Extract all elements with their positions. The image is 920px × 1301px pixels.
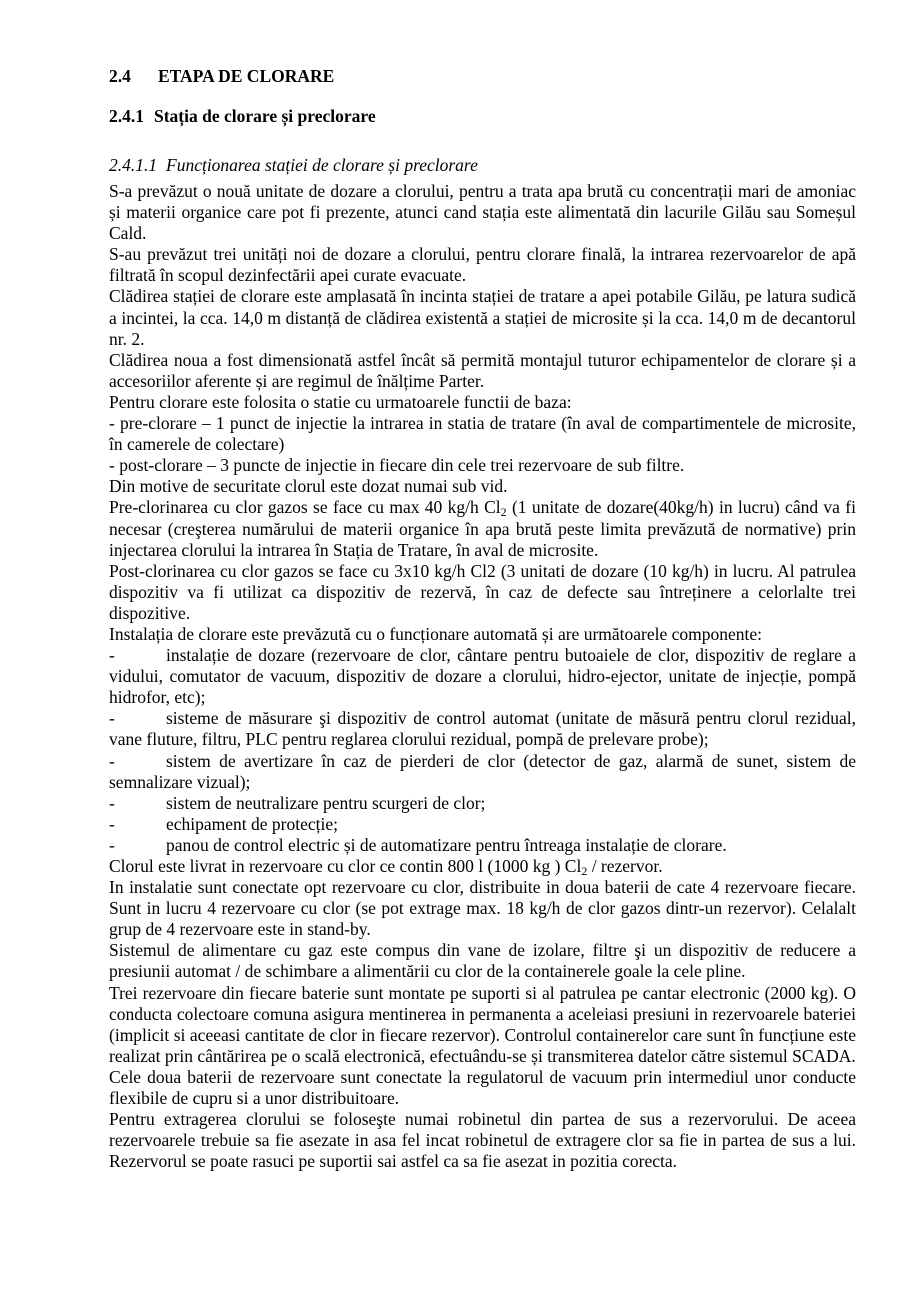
subsection-number: 2.4.1 (109, 106, 144, 126)
subscript: 2 (581, 863, 588, 878)
list-item-text: sistem de avertizare în caz de pierderi de clor (detector de gaz, alarmă de sunet, sistem de semnalizare vizual); (109, 750, 856, 792)
list-marker: - (109, 813, 115, 834)
list-marker: - (109, 645, 115, 666)
list-item (109, 835, 856, 856)
paragraph (109, 497, 856, 560)
paragraph: Pentru extragerea clorului se foloseşte numai robinetul din partea de sus a rezervorului. De aceea rezervoarele trebuie sa fie asezate in asa fel incat robinetul de extragere clor sa fie in partea de sus a lui. Rezervorul se poate rasuci pe suportii sai astfel ca sa fie asezat in pozitia corecta. (109, 1109, 856, 1172)
paragraph: Clădirea stației de clorare este amplasată în incinta stației de tratare a apei potabile Gilău, pe latura sudică a incintei, la cca. 14,0 m distanță de clădirea existentă a stației de microsite și la cca. 14,0 m de decantorul nr. 2. (109, 286, 856, 349)
subsection-heading (109, 106, 376, 127)
list-item-text: instalație de dozare (rezervoare de clor, cântare pentru butoaiele de clor, dispozitiv de reglare a vidului, comutator de vacuum, dispozitiv de dozare a clorului, hidro-ejector, unitate de injecție, pompă hidrofor, etc); (109, 645, 856, 708)
list-item (109, 645, 856, 708)
list-item-text: sisteme de măsurare şi dispozitiv de control automat (unitate de măsură pentru clorul rezidual, vane fluture, filtru, PLC pentru reglarea clorului rezidual, pompă de prelevare probe); (109, 708, 856, 750)
text-run: Pre-clorinarea cu clor gazos se face cu max 40 kg/h Cl (109, 497, 501, 518)
subsubsection-heading (109, 155, 478, 176)
text-run: / rezervor. (587, 856, 663, 876)
list-marker: - (109, 792, 115, 813)
paragraph: Trei rezervoare din fiecare baterie sunt montate pe suporti si al patrulea pe cantar electronic (2000 kg). O conducta colectoare comuna asigura mentinerea in permanenta a aceleiasi presiuni in rezervoarele bateriei (implicit si aceeasi cantitate de clor in fiecare rezervor). Controlul containerelor care sunt în funcțiune este realizat prin cântărirea pe o scală electronică, efectuându-se și transmiterea datelor către sistemul SCADA. (109, 982, 856, 1066)
list-item-text: echipament de protecție; (166, 813, 339, 834)
subsubsection-title: Funcționarea stației de clorare și preclorare (166, 155, 478, 175)
subscript: 2 (500, 505, 507, 520)
list-item-text: sistem de neutralizare pentru scurgeri de clor; (166, 792, 486, 813)
paragraph: Post-clorinarea cu clor gazos se face cu 3x10 kg/h Cl2 (3 unitati de dozare (10 kg/h) in lucru. Al patrulea dispozitiv va fi utilizat ca dispozitiv de rezervă, în caz de defecte sau întreținere a celorlalte trei dispozitive. (109, 560, 856, 623)
list-item-text: panou de control electric și de automatizare pentru întreaga instalație de clorare. (166, 834, 727, 855)
subsubsection-number: 2.4.1.1 (109, 155, 158, 175)
text-run: Clorul este livrat in rezervoare cu clor ce contin 800 l (1000 kg ) Cl (109, 856, 582, 876)
paragraph: Din motive de securitate clorul este dozat numai sub vid. (109, 476, 508, 497)
paragraph: Sistemul de alimentare cu gaz este compus din vane de izolare, filtre şi un dispozitiv de reducere a presiunii automat / de schimbare a alimentării cu clor de la containerele goale la cele pline. (109, 940, 856, 982)
paragraph: In instalatie sunt conectate opt rezervoare cu clor, distribuite in doua baterii de cate 4 rezervoare fiecare. Sunt in lucru 4 rezervoare cu clor (se pot extrage max. 18 kg/h de clor gazos dintr-un rezervor). Celalalt grup de 4 rezervoare este in stand-by. (109, 877, 856, 940)
document-body (109, 181, 856, 1172)
list-item (109, 751, 856, 793)
list-marker: - (109, 708, 115, 729)
paragraph: Pentru clorare este folosita o statie cu urmatoarele functii de baza: (109, 391, 572, 412)
paragraph: Cele doua baterii de rezervoare sunt conectate la regulatorul de vacuum prin intermediul unor conducte flexibile de cupru si a unor distribuitoare. (109, 1066, 856, 1109)
paragraph: S-au prevăzut trei unități noi de dozare a clorului, pentru clorare finală, la intrarea rezervoarelor de apă filtrată în scopul dezinfectării apei curate evacuate. (109, 244, 856, 286)
list-item (109, 793, 856, 814)
text-run: (1 unitate de dozare(40kg/h) in lucru) când va fi necesar (creşterea numărului de materii organice în apa brută peste limita prevăzută de normative) prin injectarea clorului la intrarea în Stația de Tratare, în aval de microsite. (109, 497, 856, 560)
list-item (109, 814, 856, 835)
paragraph: Instalația de clorare este prevăzută cu o funcționare automată și are următoarele componente: (109, 623, 763, 644)
paragraph: Clădirea noua a fost dimensionată astfel încât să permită montajul tuturor echipamentelor de clorare și a accesoriilor aferente și are regimul de înălțime Parter. (109, 349, 856, 391)
paragraph (109, 856, 856, 877)
section-number: 2.4 (109, 66, 131, 86)
paragraph: - post-clorare – 3 puncte de injectie in fiecare din cele trei rezervoare de sub filtre. (109, 455, 685, 476)
list-marker: - (109, 750, 115, 771)
subsection-title: Stația de clorare și preclorare (154, 106, 376, 126)
section-title: ETAPA DE CLORARE (158, 66, 335, 86)
section-heading (109, 66, 334, 87)
list-item (109, 708, 856, 750)
paragraph: S-a prevăzut o nouă unitate de dozare a clorului, pentru a trata apa brută cu concentrații mari de amoniac și materii organice care pot fi prezente, atunci cand stația este alimentată din lacurile Gilău sau Someșul Cald. (109, 181, 856, 244)
paragraph: - pre-clorare – 1 punct de injectie la intrarea in statia de tratare (în aval de compartimentele de microsite, în camerele de colectare) (109, 413, 856, 455)
list-marker: - (109, 834, 115, 855)
